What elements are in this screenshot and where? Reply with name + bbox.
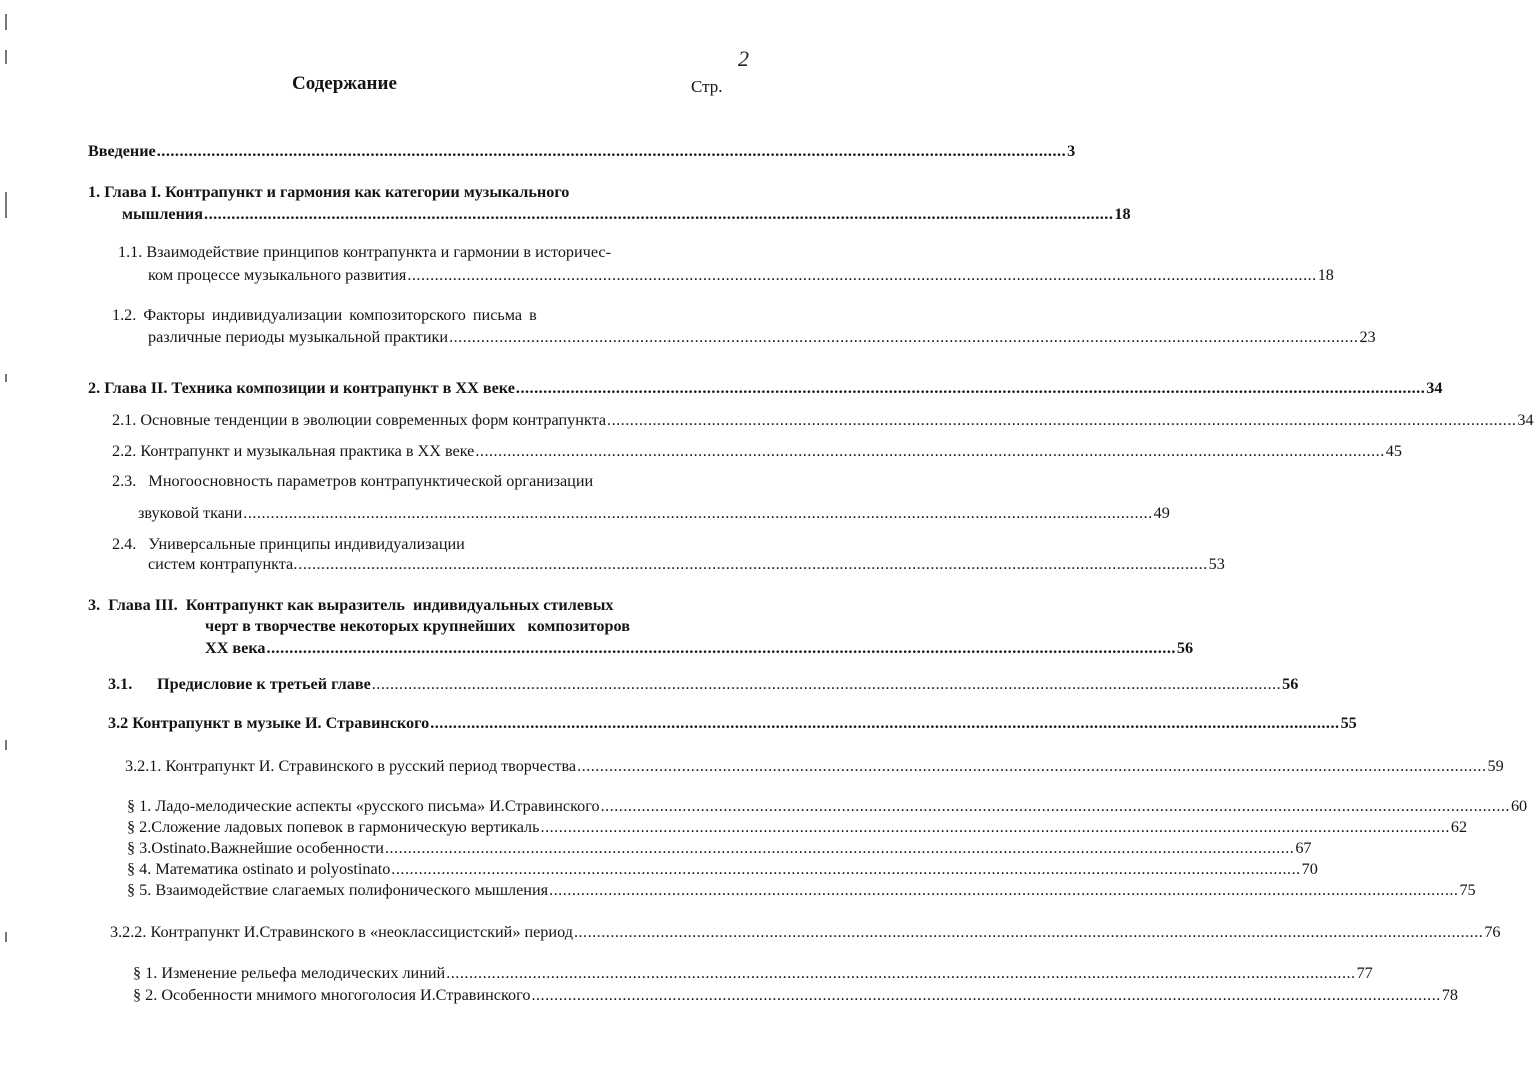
dot-leader: ........................................................................................................................................................................................................ [407,266,1317,284]
dot-leader: ........................................................................................................................................................................................................ [540,818,1450,836]
toc-entry-page: 49 [1153,504,1170,522]
dot-leader: ........................................................................................................................................................................................................ [156,142,1067,160]
toc-entry-page: 67 [1295,839,1312,857]
toc-entry-title: 3.2 Контрапункт в музыке И. Стравинского [108,714,430,732]
toc-entry-title: звуковой ткани [138,504,243,522]
dot-leader: ........................................................................................................................................................................................................ [430,714,1340,732]
toc-entry-page: 59 [1487,757,1504,775]
toc-entry-page: 62 [1450,818,1468,836]
toc-entry-ch1 [122,204,1131,224]
toc-entry-ch3-line1: 3. Глава III. Контрапункт как выразитель индивидуальных стилевых [88,596,614,614]
toc-entry-s2-2 [112,441,1402,461]
toc-entry-ch1-line1: 1. Глава I. Контрапункт и гармония как категории музыкального [88,183,570,201]
toc-entry-title: § 2. Особенности мнимого многоголосия И.Стравинского [133,986,531,1004]
scan-margin-mark [5,14,7,30]
toc-entry-title: мышления [122,205,204,223]
toc-entry-s2-1 [112,410,1534,430]
toc-entry-ch3-line2: черт в творчестве некоторых крупнейших композиторов [205,617,630,635]
toc-entry-p4 [127,860,1318,879]
toc-entry-s3-2 [108,713,1357,733]
toc-entry-s2-4 [148,554,1225,574]
toc-entry-s2-3-line1: 2.3. Многоосновность параметров контрапунктической организации [112,472,594,490]
toc-entry-page: 34 [1517,411,1534,429]
toc-entry-p5 [127,881,1476,900]
toc-entry-title: различные периоды музыкальной практики [148,328,449,346]
toc-entry-page: 78 [1441,986,1458,1004]
toc-entry-page: 18 [1317,266,1334,284]
toc-entry-page: 53 [1208,555,1225,573]
dot-leader: ........................................................................................................................................................................................................ [204,205,1114,223]
toc-entry-title: Предисловие к третьей главе [157,675,371,693]
toc-entry-title: 3.2.2. Контрапункт И.Стравинского в «неоклассицистский» период [110,923,573,941]
dot-leader: ........................................................................................................................................................................................................ [391,860,1301,878]
toc-entry-page: 34 [1426,379,1443,397]
toc-entry-title: § 3.Ostinato.Важнейшие особенности [127,839,384,857]
scan-margin-mark [5,374,7,382]
toc-entry-title: систем контрапункта. [148,555,298,573]
toc-entry-title: § 1. Изменение рельефа мелодических линий [133,964,446,982]
toc-entry-page: 77 [1356,964,1373,982]
dot-leader: ........................................................................................................................................................................................................ [384,839,1295,857]
dot-leader: ........................................................................................................................................................................................................ [531,986,1441,1004]
dot-leader: ........................................................................................................................................................................................................ [549,881,1459,899]
page-column-label: Стр. [691,77,723,96]
toc-entry-p3 [127,839,1312,858]
toc-entry-s2-4-line1: 2.4. Универсальные принципы индивидуализации [112,535,465,553]
toc-entry-page: 76 [1484,923,1501,941]
toc-title: Содержание [292,73,397,94]
toc-entry-s1-1-line1: 1.1. Взаимодействие принципов контрапункта и гармонии в историчес- [118,243,611,261]
toc-entry-ch2 [88,378,1443,398]
toc-entry-title: § 1. Ладо-мелодические аспекты «русского письма» И.Стравинского [127,797,600,815]
dot-leader: ........................................................................................................................................................................................................ [515,379,1426,397]
toc-entry-page: 3 [1067,142,1076,160]
dot-leader: ........................................................................................................................................................................................................ [573,923,1484,941]
toc-entry-title: § 2.Сложение ладовых попевок в гармоническую вертикаль [127,818,540,836]
toc-entry-page: 56 [1176,639,1194,657]
dot-leader: ........................................................................................................................................................................................................ [243,504,1153,522]
toc-entry-page: 56 [1282,675,1299,693]
toc-entry-page: 55 [1340,714,1357,732]
toc-entry-q1 [133,963,1373,983]
toc-entry-q2 [133,985,1458,1005]
toc-entry-title: XX века [205,639,266,657]
toc-entry-title: 3.2.1. Контрапункт И. Стравинского в русский период творчества [125,757,577,775]
dot-leader: ........................................................................................................................................................................................................ [600,797,1510,815]
toc-entry-page: 18 [1114,205,1131,223]
toc-entry-title: 2. Глава II. Техника композиции и контрапункт в XX веке [88,379,515,397]
toc-entry-page: 75 [1459,881,1476,899]
toc-entry-p2 [127,818,1468,837]
scan-margin-mark [5,192,7,218]
toc-entry-s1-2-line1: 1.2. Факторы индивидуализации композиторского письма в [112,306,537,324]
toc-entry-number: 3.1. [108,675,133,693]
toc-entry-p1 [127,797,1528,816]
dot-leader: ........................................................................................................................................................................................................ [449,328,1359,346]
toc-entry-title: 2.2. Контрапункт и музыкальная практика в XX веке [112,442,475,460]
toc-entry-page: 45 [1385,442,1402,460]
toc-entry-s3-2-2 [110,922,1501,942]
toc-entry-s3-2-1 [125,756,1504,776]
toc-entry-s2-3 [138,503,1170,523]
dot-leader: ........................................................................................................................................................................................................ [577,757,1487,775]
toc-entry-s1-1 [148,265,1334,285]
scan-margin-mark [5,740,7,750]
toc-entry-s1-2 [148,327,1376,347]
toc-entry-page: 60 [1510,797,1528,815]
toc-entry-title: § 5. Взаимодействие слагаемых полифонического мышления [127,881,549,899]
toc-entry-title: § 4. Математика ostinato и polyostinato [127,860,391,878]
toc-entry-page: 70 [1301,860,1318,878]
dot-leader: ........................................................................................................................................................................................................ [371,675,1282,693]
toc-entry-intro [88,141,1076,161]
toc-entry-s3-1 [108,674,1299,694]
dot-leader: ........................................................................................................................................................................................................ [446,964,1356,982]
toc-entry-title: 2.1. Основные тенденции в эволюции современных форм контрапункта [112,411,607,429]
page-number: 2 [738,46,749,71]
scan-margin-mark [5,50,7,64]
toc-entry-ch3 [205,638,1194,658]
dot-leader: ........................................................................................................................................................................................................ [475,442,1385,460]
toc-entry-page: 23 [1359,328,1376,346]
toc-entry-title: ком процессе музыкального развития [148,266,407,284]
scan-margin-mark [5,932,7,942]
toc-entry-title: Введение [88,142,156,160]
dot-leader: ........................................................................................................................................................................................................ [298,555,1208,573]
dot-leader: ........................................................................................................................................................................................................ [266,639,1176,657]
dot-leader: ........................................................................................................................................................................................................ [607,411,1517,429]
